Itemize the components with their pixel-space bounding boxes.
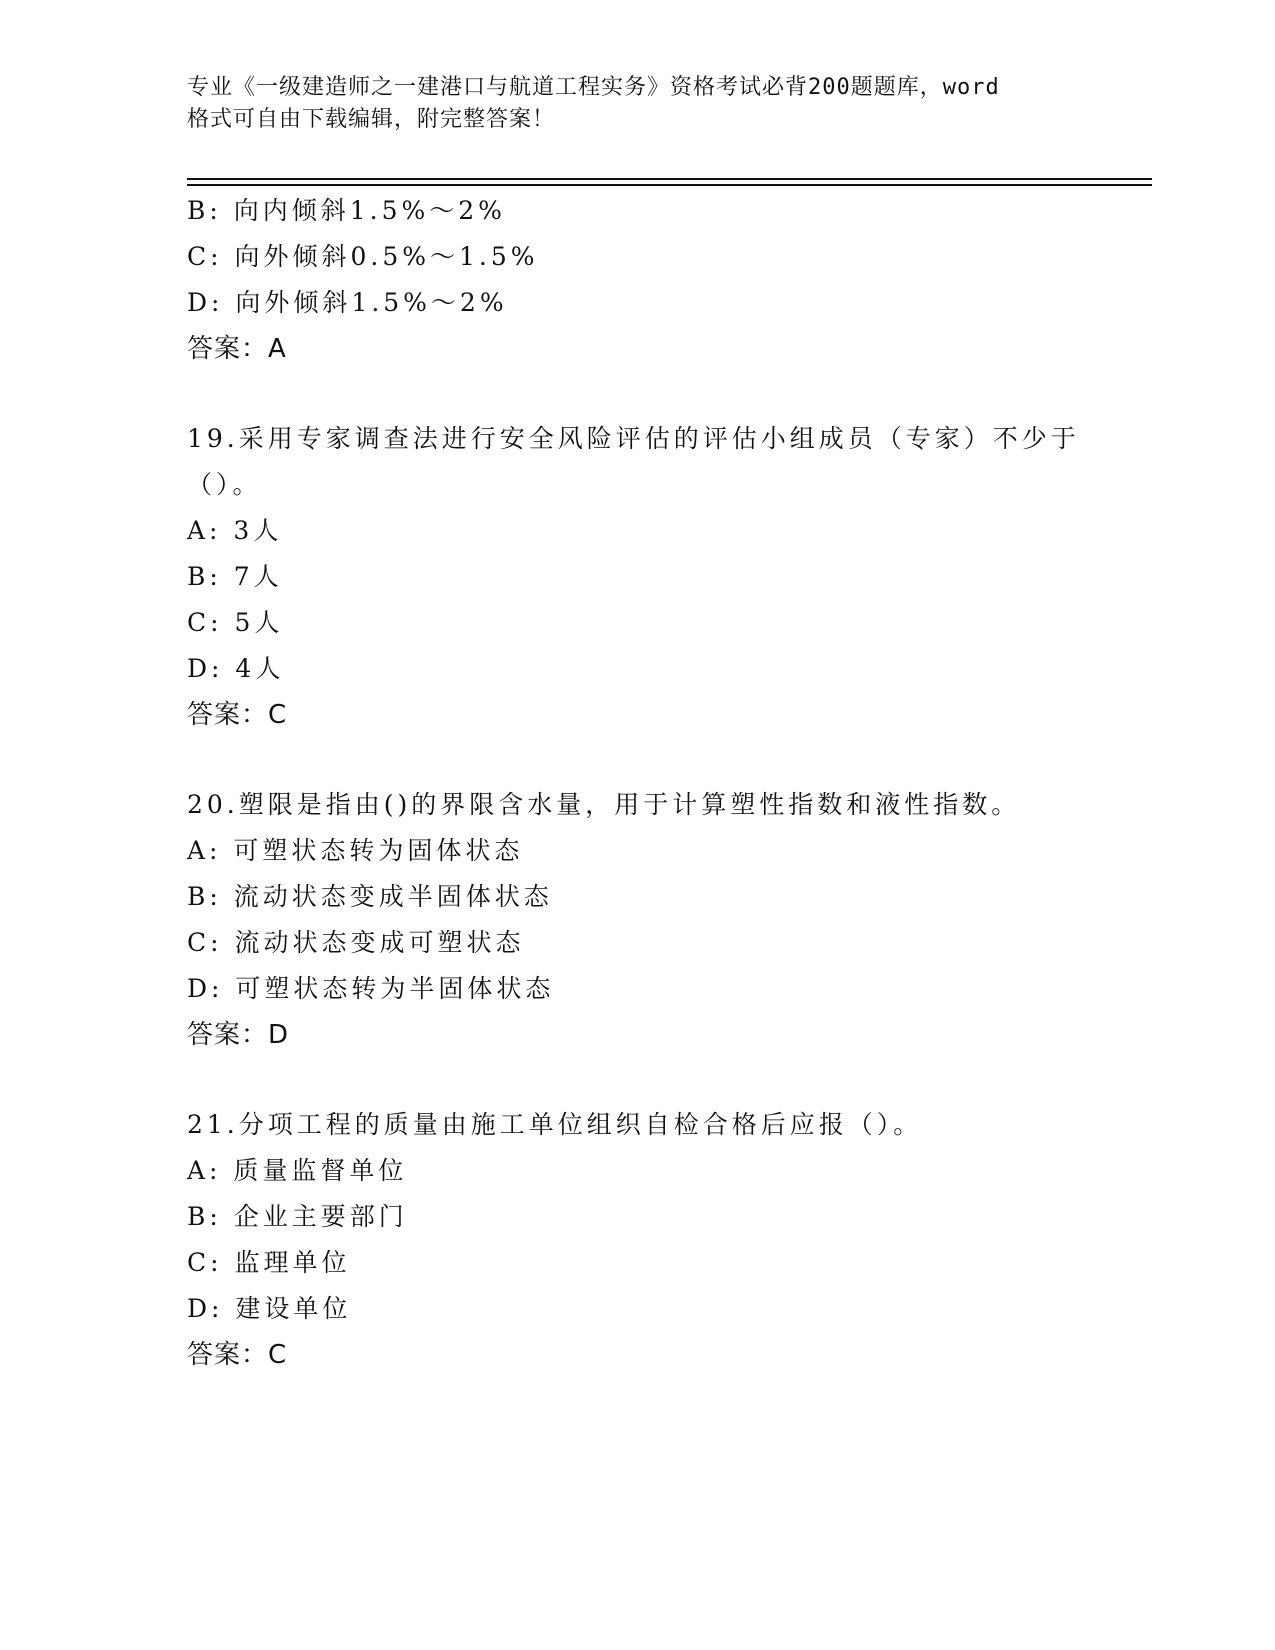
answer: 答案：C [187,700,288,730]
question-stem-continued: （）。 [187,470,262,499]
option-d: D: 向外倾斜1.5%～2% [187,288,508,317]
spacer [187,372,1087,416]
question-stem: 21.分项工程的质量由施工单位组织自检合格后应报（）。 [187,1110,923,1139]
option-b: B: 流动状态变成半固体状态 [187,882,553,911]
question-19 [187,416,1087,738]
header-line-2: 格式可自由下载编辑，附完整答案！ [187,107,556,132]
option-a: A: 3人 [187,516,283,545]
question-stem: 20.塑限是指由()的界限含水量，用于计算塑性指数和液性指数。 [187,790,1021,819]
document-header [187,72,1067,136]
option-d: D: 建设单位 [187,1294,352,1323]
header-divider-top [187,178,1152,180]
question-list [187,188,1087,1378]
option-d: D: 可塑状态转为半固体状态 [187,974,555,1003]
option-b: B: 企业主要部门 [187,1202,408,1231]
option-b: B: 向内倾斜1.5%～2% [187,196,506,225]
option-d: D: 4人 [187,654,285,683]
option-b: B: 7人 [187,562,283,591]
question-stem: 19.采用专家调查法进行安全风险评估的评估小组成员（专家）不少于 [187,424,1080,453]
spacer [187,738,1087,782]
option-a: A: 质量监督单位 [187,1156,408,1185]
option-a: A: 可塑状态转为固体状态 [187,836,524,865]
option-c: C: 监理单位 [187,1248,351,1277]
answer: 答案：C [187,1340,288,1370]
question-20 [187,782,1087,1058]
question-21 [187,1102,1087,1378]
option-c: C: 5人 [187,608,284,637]
header-divider-bottom [187,184,1152,186]
answer: 答案：A [187,334,287,364]
option-c: C: 向外倾斜0.5%～1.5% [187,242,539,271]
spacer [187,1058,1087,1102]
option-c: C: 流动状态变成可塑状态 [187,928,525,957]
answer: 答案：D [187,1020,290,1050]
header-line-1: 专业《一级建造师之一建港口与航道工程实务》资格考试必背200题题库，word [187,75,1000,100]
question-18-partial [187,188,1087,372]
